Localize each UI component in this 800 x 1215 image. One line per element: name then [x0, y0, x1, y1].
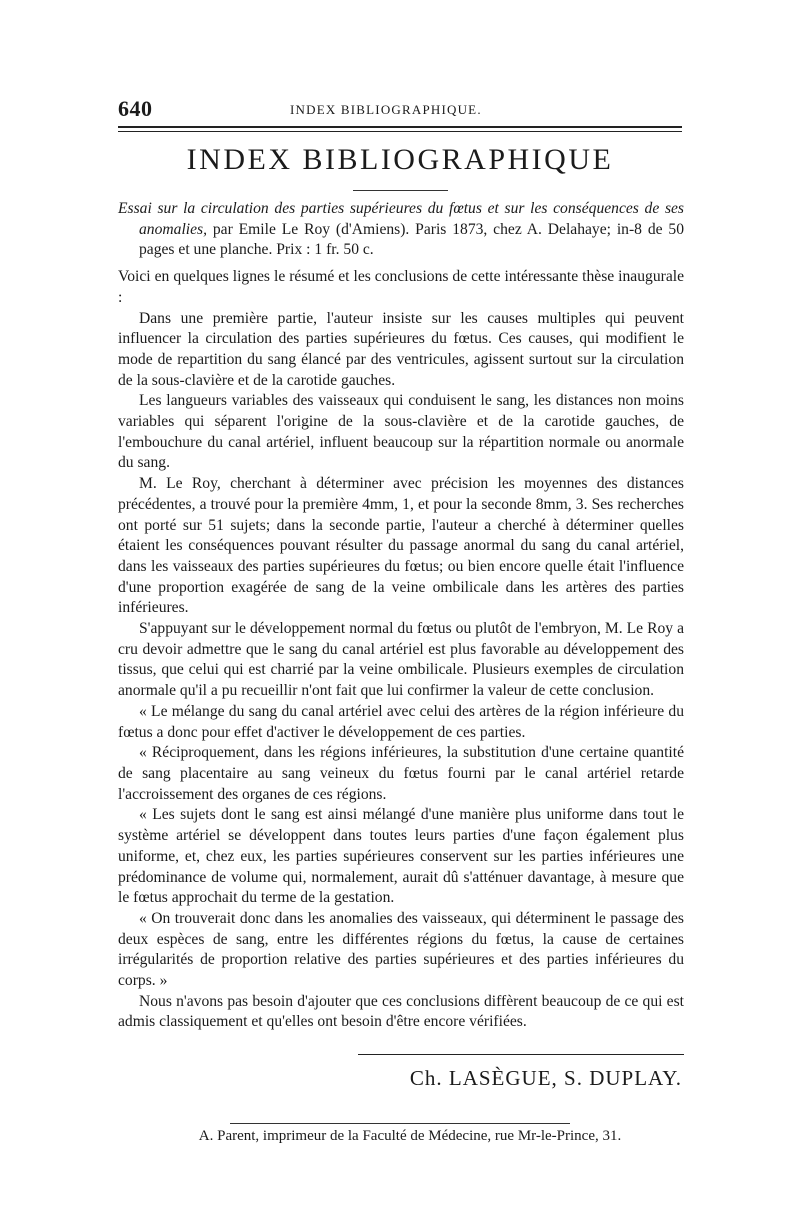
paragraph: M. Le Roy, cherchant à déterminer avec précision les moyennes des distances précédentes, a trouvé pour la première 4mm, 1, et pour la seconde 8mm, 3. Ses recherches ont porté sur 51 sujets; dans la seconde partie, l'auteur a cherché à déterminer quelles étaient les conséquences pouvant résulter du passage anormal du sang du canal artériel, dans les vaisseaux des parties supérieures du fœtus; ou bien encore quelle était l'influence d'une proportion exagérée de sang de la veine ombilicale dans les artères des parties inférieures. [118, 475, 684, 617]
running-title: INDEX BIBLIOGRAPHIQUE. [290, 102, 482, 117]
page-title: INDEX BIBLIOGRAPHIQUE [186, 143, 614, 176]
quotation-paragraph: « Réciproquement, dans les régions inférieures, la substitution d'une certaine quantité de sang placentaire au sang veineux du fœtus fourni par le canal artériel retarde l'accroissement des organes de ces régions. [118, 744, 684, 803]
bibliographic-entry [118, 199, 684, 261]
printer-colophon: A. Parent, imprimeur de la Faculté de Médecine, rue Mr-le-Prince, 31. [198, 1128, 622, 1144]
quotation-paragraph: « Le mélange du sang du canal artériel avec celui des artères de la région inférieure du fœtus a donc pour effet d'activer le développement de ces parties. [118, 702, 684, 741]
colophon-rule [230, 1123, 570, 1124]
entry-title: Essai sur la circulation des parties supérieures du fœtus et sur les conséquences de ses anomalies, [118, 200, 684, 238]
paragraph: Dans une première partie, l'auteur insiste sur les causes multiples qui peuvent influencer la circulation des parties supérieures du fœtus. Ces causes, qui modifient le mode de repartition du sang élancé par des ventricules, agissent surtout sur la circulation de la sous-clavière et de la carotide gauches. [118, 309, 684, 389]
title-divider [353, 190, 448, 191]
entry-details: par Emile Le Roy (d'Amiens). Paris 1873, chez A. Delahaye; in-8 de 50 pages et une planche. Prix : 1 fr. 50 c. [139, 220, 684, 259]
paragraph: Voici en quelques lignes le résumé et les conclusions de cette intéressante thèse inaugurale : [118, 268, 684, 306]
running-head [118, 96, 680, 124]
header-rule-thin [118, 131, 682, 132]
paragraph: Nous n'avons pas besoin d'ajouter que ces conclusions diffèrent beaucoup de ce qui est admis classiquement et qu'elles ont besoin d'être encore vérifiées. [118, 992, 684, 1031]
article-body [118, 199, 684, 1033]
page-number: 640 [118, 96, 153, 121]
paragraph: S'appuyant sur le développement normal du fœtus ou plutôt de l'embryon, M. Le Roy a cru devoir admettre que le sang du canal artériel est plus favorable au développement des tissus, que celui qui est charrié par la veine ombilicale. Plusieurs exemples de circulation anormale qu'il a pu recueillir n'ont fait que lui confirmer la valeur de cette conclusion. [118, 620, 684, 700]
signature-rule [358, 1054, 684, 1055]
author-signature: Ch. LASÈGUE, S. DUPLAY. [409, 1066, 682, 1090]
paragraph: Les langueurs variables des vaisseaux qui conduisent le sang, les distances non moins variables qui séparent l'origine de la sous-clavière et de la carotide gauches, de l'embouchure du canal artériel, influent beaucoup sur la répartition normale ou anormale du sang. [118, 392, 684, 472]
quotation-paragraph: « On trouverait donc dans les anomalies des vaisseaux, qui déterminent le passage des deux espèces de sang, entre les différentes régions du fœtus, la cause de certaines irrégularités de proportion relative des parties supérieures et des parties inférieures du corps. » [118, 909, 684, 990]
quotation-paragraph: « Les sujets dont le sang est ainsi mélangé d'une manière plus uniforme dans tout le système artériel se développent dans toutes leurs parties d'une façon également plus uniforme, et, chez eux, les parties supérieures conservent sur les parties inférieures une prédominance de volume qui, normalement, aurait dû s'atténuer davantage, à mesure que le fœtus approchait du terme de la gestation. [118, 806, 684, 907]
header-rule-thick [118, 126, 682, 128]
